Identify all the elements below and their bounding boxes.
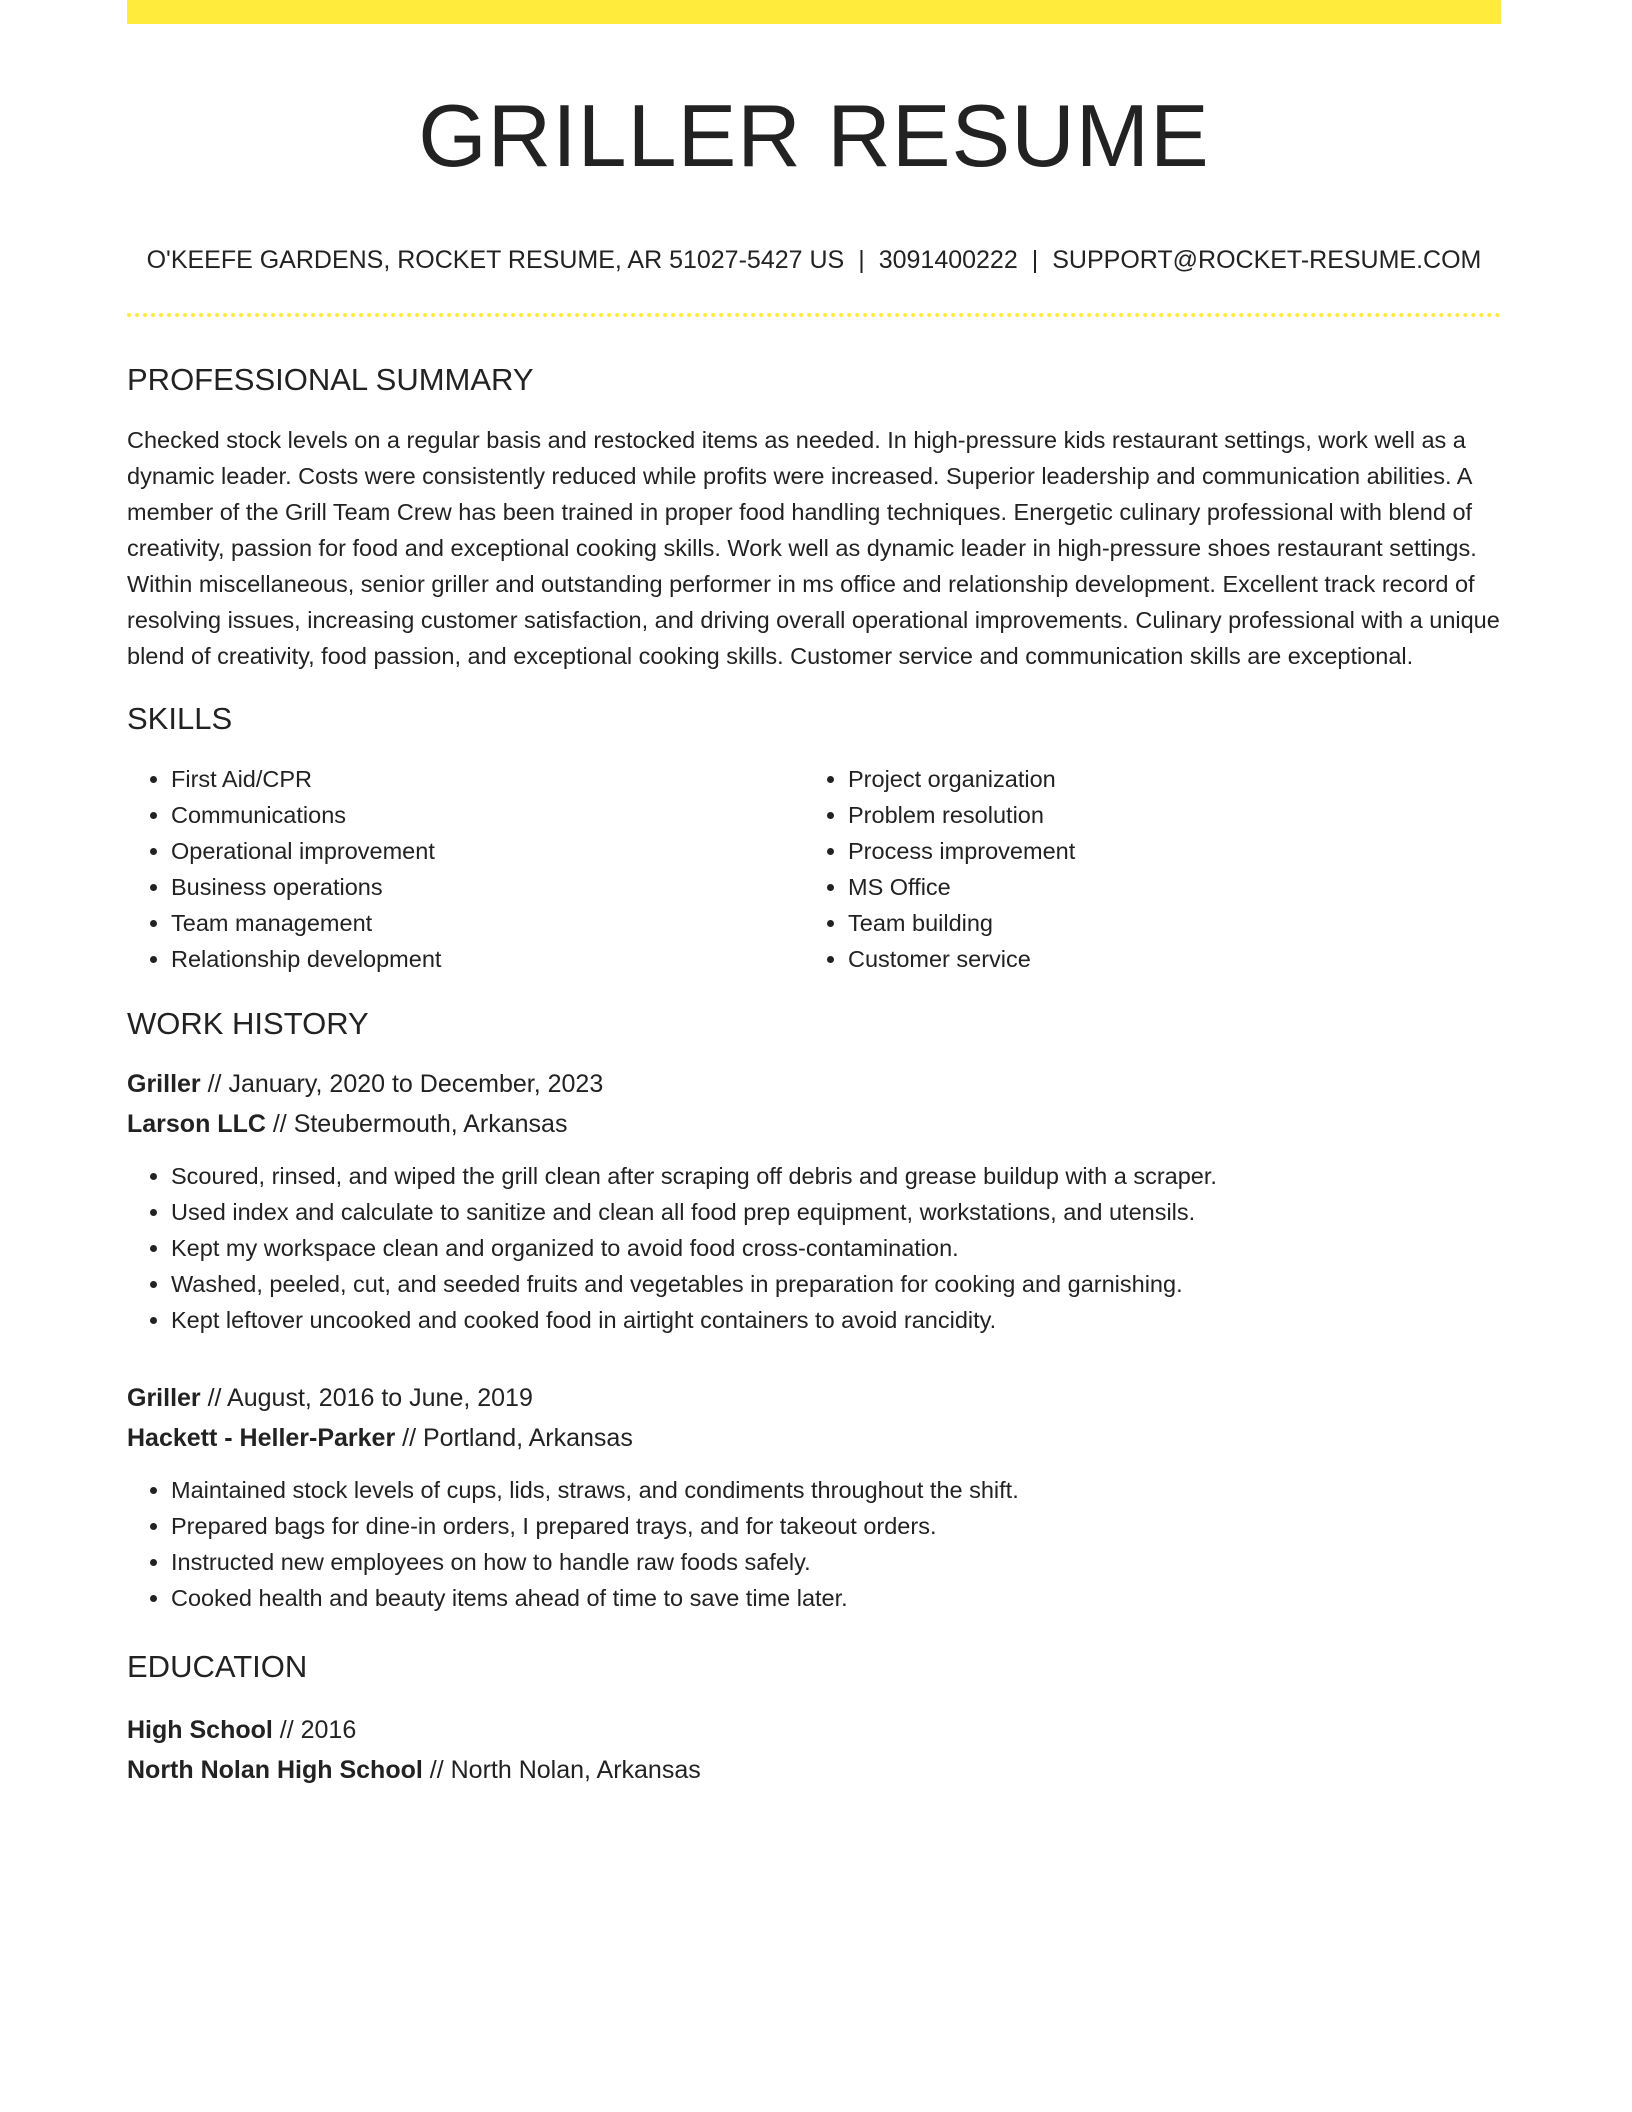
skill-item: • Communications [171, 797, 804, 833]
skill-item: • Business operations [171, 869, 804, 905]
skill-item: • Customer service [848, 941, 1481, 977]
contact-separator: | [1031, 245, 1039, 274]
skill-item: • Team management [171, 905, 804, 941]
contact-phone[interactable]: 3091400222 [878, 245, 1018, 274]
job-dates: // August, 2016 to June, 2019 [200, 1384, 533, 1413]
job-entry [127, 1378, 1501, 1616]
education-school: North Nolan High School [127, 1755, 423, 1784]
skill-item: • MS Office [848, 869, 1481, 905]
duty-item: • Washed, peeled, cut, and seeded fruits and vegetables in preparation for cooking and garnishing. [171, 1266, 1501, 1302]
duty-item: • Scoured, rinsed, and wiped the grill clean after scraping off debris and grease buildup with a scraper. [171, 1158, 1501, 1194]
resume-page [127, 0, 1501, 1790]
duty-item: • Prepared bags for dine-in orders, I prepared trays, and for takeout orders. [171, 1508, 1501, 1544]
skills-heading: SKILLS [127, 700, 233, 736]
skills-list [127, 761, 1501, 977]
duty-item: • Kept my workspace clean and organized to avoid food cross-contamination. [171, 1230, 1501, 1266]
skill-item: • Relationship development [171, 941, 804, 977]
duty-item: • Kept leftover uncooked and cooked food in airtight containers to avoid rancidity. [171, 1302, 1501, 1338]
skills-column-left [127, 761, 804, 977]
skill-item: • Team building [848, 905, 1481, 941]
job-duties [127, 1472, 1501, 1616]
resume-title: GRILLER RESUME [418, 86, 1210, 185]
skill-item: • Project organization [848, 761, 1481, 797]
education-degree: High School [127, 1715, 273, 1744]
job-duties [127, 1158, 1501, 1338]
education-year: // 2016 [272, 1715, 357, 1744]
job-company-line [127, 1418, 1501, 1458]
duty-item: • Instructed new employees on how to handle raw foods safely. [171, 1544, 1501, 1580]
duty-item: • Used index and calculate to sanitize and clean all food prep equipment, workstations, and utensils. [171, 1194, 1501, 1230]
job-location: // Steubermouth, Arkansas [265, 1110, 568, 1139]
job-role-line [127, 1378, 1501, 1418]
education-school-line [127, 1750, 1501, 1790]
job-company: Larson LLC [127, 1110, 266, 1139]
education-entry [127, 1710, 1501, 1790]
summary-heading: PROFESSIONAL SUMMARY [127, 361, 534, 397]
skill-item: • Process improvement [848, 833, 1481, 869]
skill-item: • Operational improvement [171, 833, 804, 869]
job-role-line [127, 1064, 1501, 1104]
work-history-heading: WORK HISTORY [127, 1006, 369, 1042]
skill-item: • Problem resolution [848, 797, 1481, 833]
education-degree-line [127, 1710, 1501, 1750]
contact-line [127, 245, 1501, 275]
dotted-divider [127, 313, 1501, 317]
accent-top-bar [127, 0, 1501, 24]
skills-column-right [804, 761, 1481, 977]
summary-text: Checked stock levels on a regular basis and restocked items as needed. In high-pressure kids restaurant settings, work well as a dynamic leader. Costs were consistently reduced while profits were increased. Superior leadership and communication abilities. A member of the Grill Team Crew has been trained in proper food handling techniques. Energetic culinary professional with blend of creativity, passion for food and exceptional cooking skills. Work well as dynamic leader in high-pressure shoes restaurant settings. Within miscellaneous, senior griller and outstanding performer in ms office and relationship development. Excellent track record of resolving issues, increasing customer satisfaction, and driving overall operational improvements. Culinary professional with a unique blend of creativity, food passion, and exceptional cooking skills. Customer service and communication skills are exceptional. [127, 426, 1500, 669]
contact-separator: | [858, 245, 865, 274]
job-role: Griller [127, 1070, 201, 1099]
contact-address: O'KEEFE GARDENS, ROCKET RESUME, AR 51027-5427 US [146, 245, 845, 274]
job-company: Hackett - Heller-Parker [127, 1424, 396, 1453]
duty-item: • Maintained stock levels of cups, lids, straws, and condiments throughout the shift. [171, 1472, 1501, 1508]
education-heading: EDUCATION [127, 1649, 308, 1685]
contact-email[interactable]: SUPPORT@ROCKET-RESUME.COM [1052, 245, 1482, 274]
education-location: // North Nolan, Arkansas [422, 1755, 701, 1784]
job-role: Griller [127, 1384, 201, 1413]
duty-item: • Cooked health and beauty items ahead of time to save time later. [171, 1580, 1501, 1616]
job-dates: // January, 2020 to December, 2023 [200, 1070, 604, 1099]
job-location: // Portland, Arkansas [395, 1424, 633, 1453]
skill-item: • First Aid/CPR [171, 761, 804, 797]
job-entry [127, 1064, 1501, 1338]
job-company-line [127, 1104, 1501, 1144]
